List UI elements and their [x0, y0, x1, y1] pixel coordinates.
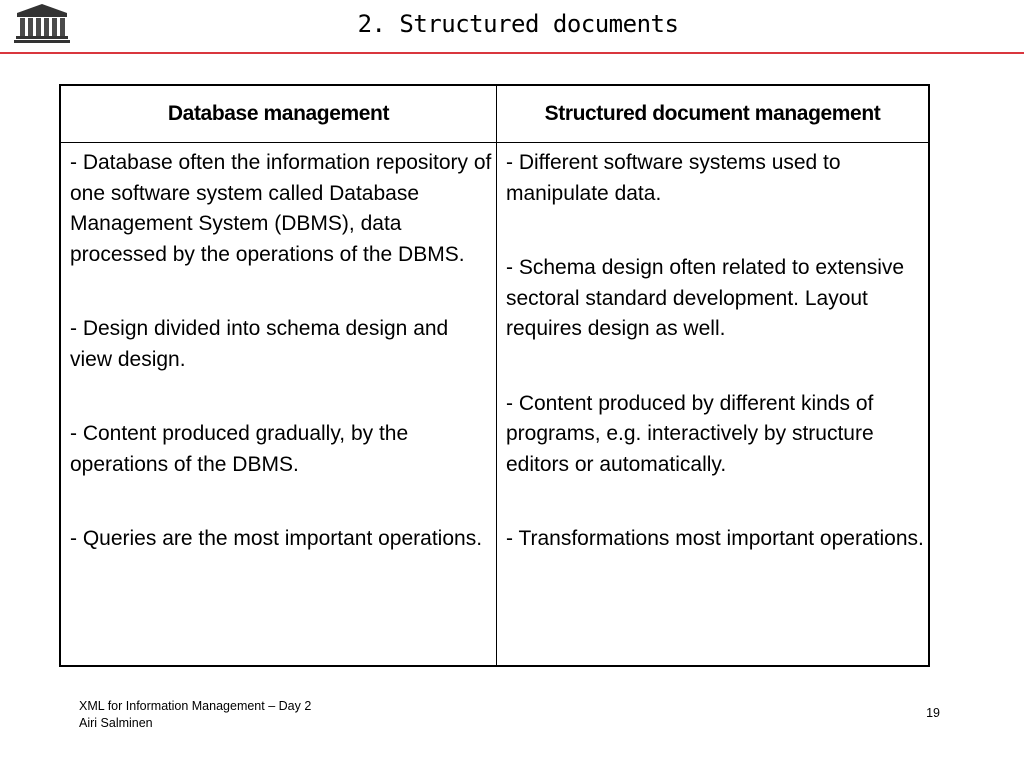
list-item: - Transformations most important operations. [506, 527, 924, 550]
list-item: - Queries are the most important operations. [70, 527, 483, 550]
list-item: - Content produced gradually, by the operations of the DBMS. [70, 422, 409, 476]
list-item: - Design divided into schema design and view design. [70, 317, 449, 371]
table-cell-structured-document-management [506, 148, 926, 555]
footer-course-title: XML for Information Management – Day 2 [79, 699, 312, 713]
slide-title: 2. Structured documents [357, 10, 679, 38]
title-divider [0, 52, 1024, 54]
page-number: 19 [926, 706, 940, 720]
header-row-divider [61, 142, 928, 143]
table-cell-database-management [70, 148, 494, 555]
footer [79, 698, 311, 732]
list-item: - Different software systems used to manipulate data. [506, 151, 841, 205]
footer-author: Airi Salminen [79, 716, 153, 730]
table-header-database-management: Database management [167, 102, 390, 125]
column-divider [496, 86, 497, 665]
list-item: - Database often the information repository of one software system called Database Management System (DBMS), data processed by the operations of the DBMS. [70, 151, 492, 266]
list-item: - Schema design often related to extensive sectoral standard development. Layout requires design as well. [506, 256, 905, 340]
table-header-structured-document-management: Structured document management [544, 102, 881, 125]
list-item: - Content produced by different kinds of programs, e.g. interactively by structure editors or automatically. [506, 391, 874, 476]
comparison-table [59, 84, 930, 667]
